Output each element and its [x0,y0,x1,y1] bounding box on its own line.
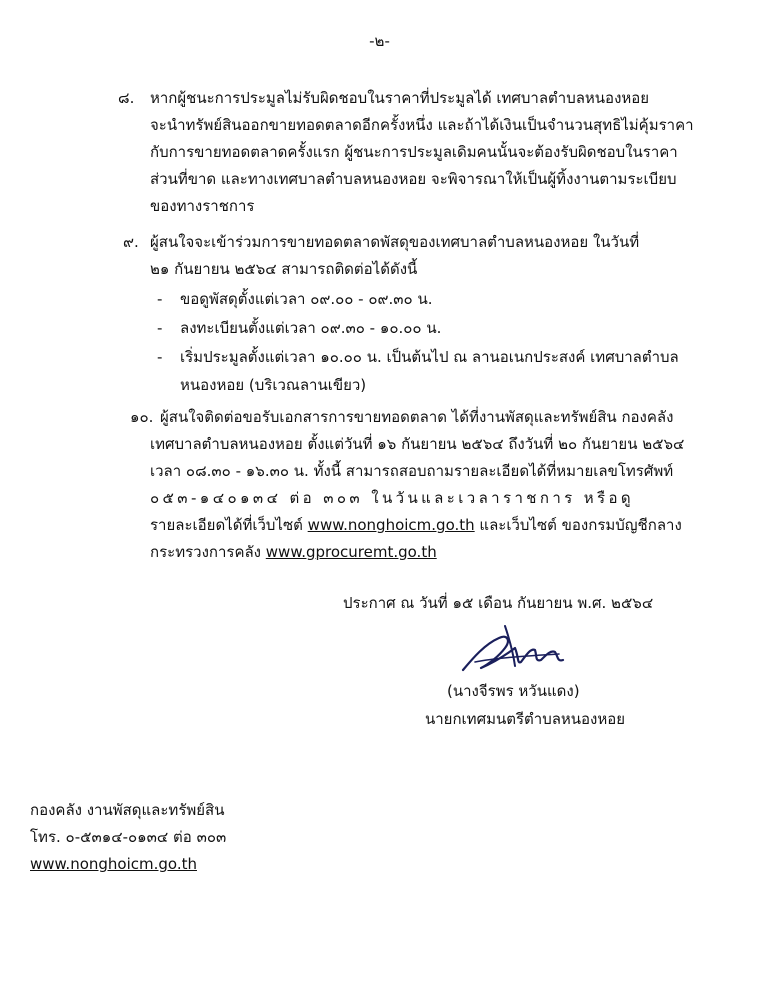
item-10-line-6 [150,541,437,563]
item-9-number: ๙. [123,233,139,251]
item-9-sub-1: ขอดูพัสดุตั้งแต่เวลา ๐๙.๐๐ - ๐๙.๓๐ น. [180,290,433,308]
page-number: -๒- [369,32,390,50]
signer-name: (นางจีรพร หวันแดง) [447,682,580,700]
footer-department: กองคลัง งานพัสดุและทรัพย์สิน [30,801,225,819]
item-8-line-1: หากผู้ชนะการประมูลไม่รับผิดชอบในราคาที่ประมูลได้ เทศบาลตำบลหนองหอย [150,89,650,107]
item-10-line-6-text: กระทรวงการคลัง [150,543,266,561]
announcement-date: ประกาศ ณ วันที่ ๑๕ เดือน กันยายน พ.ศ. ๒๕๖๔ [343,594,654,612]
item-8-line-4: ส่วนที่ขาด และทางเทศบาลตำบลหนองหอย จะพิจารณาให้เป็นผู้ทิ้งงานตามระเบียบ [150,170,677,188]
item-9-line-2: ๒๑ กันยายน ๒๕๖๔ สามารถติดต่อได้ดังนี้ [150,260,418,278]
item-8-number: ๘. [118,89,135,107]
item-10-line-5-text: รายละเอียดได้ที่เว็บไซต์ [150,516,308,534]
footer-website-link[interactable]: www.nonghoicm.go.th [30,855,197,873]
item-10-line-4: ๐๕๓-๑๔๐๑๓๔ ต่อ ๓๐๓ ในวันและเวลาราชการ หรือดู [150,489,635,507]
item-8-line-5: ของทางราชการ [150,197,255,215]
footer-phone: โทร. ๐-๕๓๑๔-๐๑๓๔ ต่อ ๓๐๓ [30,828,227,846]
bullet-dash: - [157,348,163,366]
signature-scribble [455,618,575,688]
website-link-gprocurement[interactable]: www.gprocuremt.go.th [265,543,437,561]
bullet-dash: - [157,290,163,308]
item-9-sub-3-continued: หนองหอย (บริเวณลานเขียว) [180,376,367,394]
item-8-line-2: จะนำทรัพย์สินออกขายทอดตลาดอีกครั้งหนึ่ง และถ้าได้เงินเป็นจำนวนสุทธิไม่คุ้มราคา [150,116,694,134]
item-10-line-5-text-after: และเว็บไซต์ ของกรมบัญชีกลาง [474,516,682,534]
item-9-sub-2: ลงทะเบียนตั้งแต่เวลา ๐๙.๓๐ - ๑๐.๐๐ น. [180,319,442,337]
item-10-number: ๑๐. [130,408,154,426]
item-10-line-5 [150,514,682,536]
item-10-line-2: เทศบาลตำบลหนองหอย ตั้งแต่วันที่ ๑๖ กันยายน ๒๕๖๔ ถึงวันที่ ๒๐ กันยายน ๒๕๖๔ [150,435,685,453]
item-10-line-1: ผู้สนใจติดต่อขอรับเอกสารการขายทอดตลาด ได้ที่งานพัสดุและทรัพย์สิน กองคลัง [160,408,674,426]
website-link-nonghoi[interactable]: www.nonghoicm.go.th [307,516,475,534]
item-10-line-3: เวลา ๐๘.๓๐ - ๑๖.๓๐ น. ทั้งนี้ สามารถสอบถามรายละเอียดได้ที่หมายเลขโทรศัพท์ [150,462,674,480]
item-9-line-1: ผู้สนใจจะเข้าร่วมการขายทอดตลาดพัสดุของเทศบาลตำบลหนองหอย ในวันที่ [150,233,640,251]
signer-title: นายกเทศมนตรีตำบลหนองหอย [425,710,626,728]
item-8-line-3: กับการขายทอดตลาดครั้งแรก ผู้ชนะการประมูลเดิมคนนั้นจะต้องรับผิดชอบในราคา [150,143,678,161]
bullet-dash: - [157,319,163,337]
item-9-sub-3: เริ่มประมูลตั้งแต่เวลา ๑๐.๐๐ น. เป็นต้นไป ณ ลานอเนกประสงค์ เทศบาลตำบล [180,348,679,366]
